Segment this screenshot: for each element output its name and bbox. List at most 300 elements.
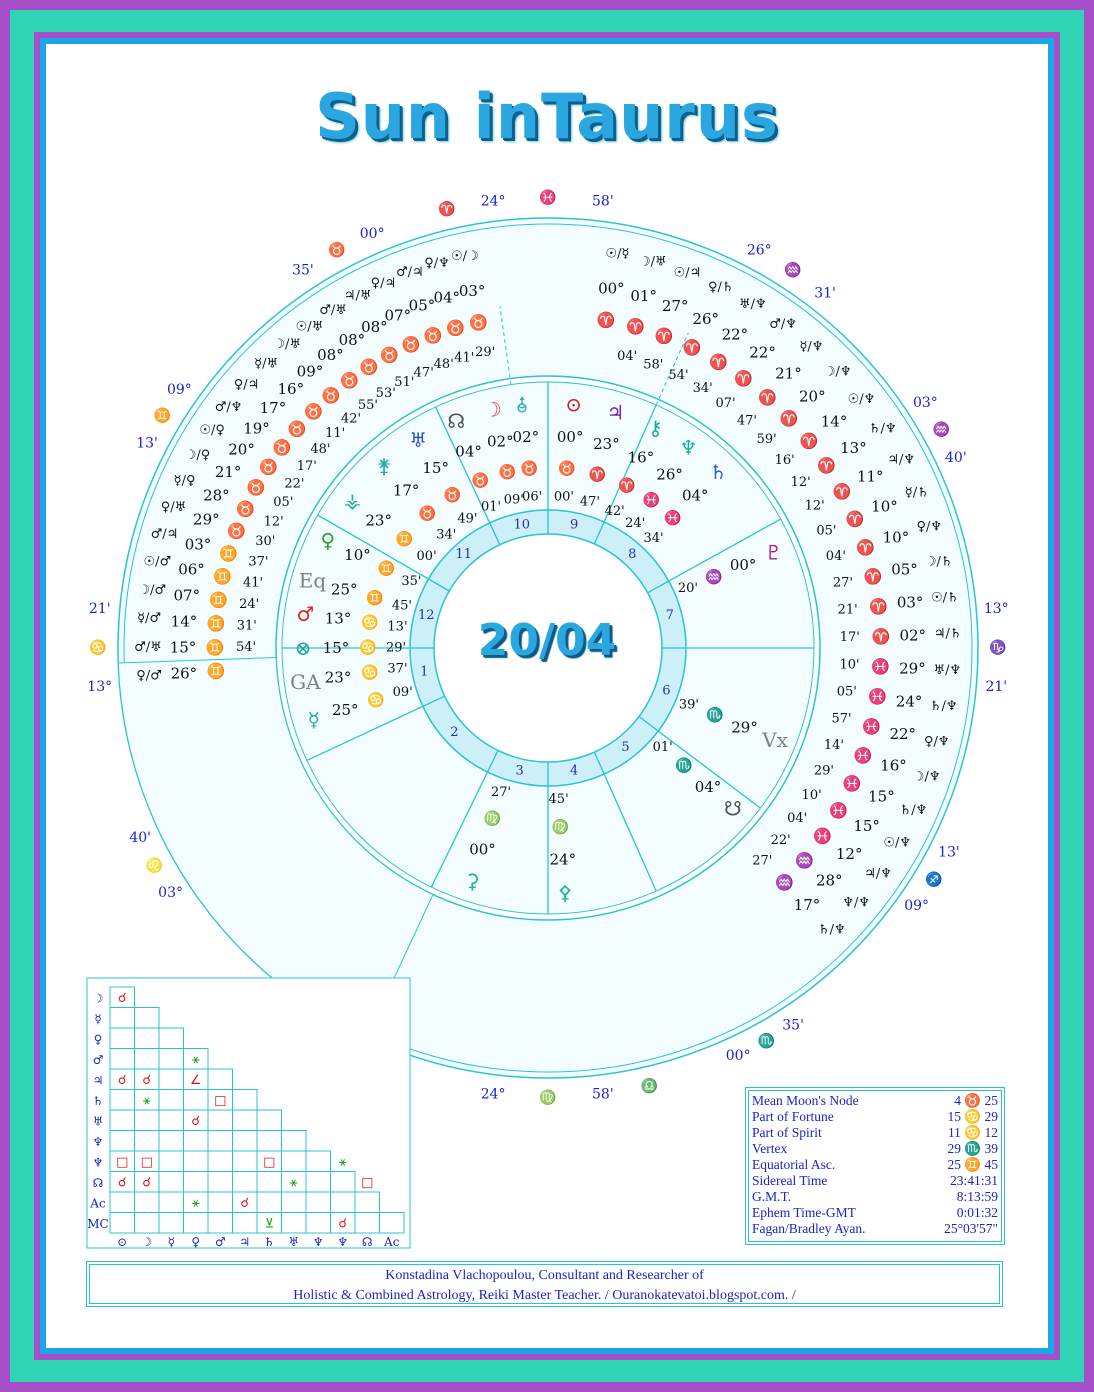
aspect-cell [159, 1069, 184, 1090]
aspect-cell [208, 1151, 233, 1172]
midpoint-sign: ♒ [795, 851, 814, 870]
footer-line-1: Konstadina Vlachopoulou, Consultant and Researcher of [385, 1268, 704, 1283]
planet-glyph: ☽ [483, 397, 502, 422]
midpoint-pair: ☽/♀ [184, 447, 211, 463]
planet-glyph: GA [290, 670, 321, 695]
midpoint-minute: 14' [823, 737, 844, 753]
midpoint-degree: 29° [193, 510, 220, 529]
aspect-cell [110, 1192, 135, 1213]
aspect-cell [135, 1110, 160, 1131]
planet-degree: 25° [330, 580, 358, 599]
planet-minute: 47' [579, 494, 600, 510]
midpoint-pair: ♅/♆ [738, 296, 767, 312]
aspect-glyph: ⚹ [289, 1175, 298, 1191]
midpoint-minute: 27' [832, 575, 854, 591]
midpoint-degree: 19° [243, 419, 270, 438]
midpoint-degree: 16° [880, 756, 907, 775]
midpoint-sign: ♈ [856, 538, 875, 557]
aspect-glyph: ☌ [117, 1175, 127, 1191]
midpoint-pair: ☽/♄ [924, 554, 953, 570]
aspect-cell [257, 1110, 282, 1131]
planet-glyph: ♅ [409, 428, 428, 453]
planet-degree: 00° [469, 840, 496, 859]
planet-degree: 23° [365, 511, 392, 530]
planet-degree: 13° [324, 609, 352, 628]
midpoint-pair: ☉/♀ [199, 423, 225, 439]
midpoint-minute: 05' [273, 495, 294, 511]
info-value: 23:41:31 [949, 1173, 998, 1188]
midpoint-pair: ☽/♂ [138, 582, 167, 598]
midpoint-pair: ♃/♅ [343, 288, 372, 304]
midpoint-degree: 08° [317, 345, 344, 364]
planet-glyph: ⊙ [565, 392, 582, 417]
planet-minute: 37' [387, 661, 408, 677]
aspect-cell [257, 1131, 282, 1152]
midpoint-minute: 05' [836, 684, 857, 700]
aspect-glyph: ⚹ [338, 1154, 347, 1170]
outer-cusp-label: 26° [746, 242, 772, 259]
planet-minute: 01' [652, 740, 673, 756]
midpoint-degree: 20° [228, 440, 255, 459]
aspect-cell [110, 1049, 135, 1070]
house-number: 1 [420, 664, 429, 680]
midpoint-minute: 47' [413, 365, 434, 381]
midpoint-pair: ☽/♅ [639, 254, 667, 270]
midpoint-minute: 41' [454, 350, 475, 366]
house-number: 11 [455, 546, 472, 562]
midpoint-sign: ♉ [236, 499, 255, 518]
midpoint-sign: ♓ [829, 801, 849, 820]
aspect-glyph: □ [263, 1154, 276, 1170]
planet-glyph: ♄ [709, 459, 728, 484]
midpoint-sign: ♉ [401, 335, 421, 354]
aspect-cell [110, 1028, 135, 1049]
aspect-row-label: Ac [90, 1196, 106, 1211]
info-label: Vertex [752, 1141, 788, 1156]
aspect-glyph: ⚹ [142, 1093, 151, 1109]
house-number: 8 [628, 546, 637, 562]
aspect-cell [110, 1110, 135, 1131]
aspect-glyph: ☌ [117, 990, 127, 1006]
planet-glyph: ♂ [296, 601, 315, 626]
aspect-col-label: ☽ [141, 1235, 153, 1249]
planet-sign: ♋ [359, 640, 377, 656]
midpoint-degree: 11° [856, 467, 884, 486]
midpoint-pair: ♄/♆ [868, 421, 897, 437]
aspect-glyph: ∠ [189, 1072, 202, 1088]
midpoint-degree: 03° [458, 281, 486, 300]
planet-sign: ♋ [361, 614, 379, 631]
midpoint-degree: 07° [384, 306, 412, 325]
info-row [752, 1221, 998, 1237]
midpoint-sign: ♈ [832, 482, 852, 501]
aspect-row-label: ☿ [94, 1011, 102, 1026]
planet-degree: 10° [344, 546, 371, 565]
midpoint-minute: 12' [263, 514, 284, 530]
midpoint-minute: 54' [235, 639, 257, 655]
planet-degree: 04° [455, 442, 482, 461]
outer-cusp-label: ♑ [989, 640, 1007, 656]
info-label: Mean Moon's Node [752, 1093, 859, 1108]
midpoint-degree: 28° [815, 871, 843, 890]
midpoint-sign: ♓ [842, 774, 862, 793]
footer-line-2: Holistic & Combined Astrology, Reiki Master Teacher. / Ouranokatevatoi.blogspot.com. / [293, 1288, 796, 1303]
midpoint-pair: ♄/♆ [929, 698, 958, 714]
midpoint-minute: 17' [296, 458, 317, 474]
planet-minute: 27' [490, 785, 512, 801]
midpoint-pair: ♀/♆ [916, 519, 943, 535]
midpoint-sign: ♈ [709, 352, 728, 371]
midpoint-degree: 15° [853, 817, 880, 836]
aspect-cell [184, 1131, 209, 1152]
planet-minute: 42' [604, 503, 625, 519]
midpoint-minute: 24' [239, 596, 260, 612]
midpoint-sign: ♉ [359, 358, 379, 377]
aspect-cell [306, 1213, 331, 1234]
planet-sign: ♉ [471, 473, 490, 490]
info-label: Fagan/Bradley Ayan. [752, 1221, 866, 1236]
aspect-cell [233, 1090, 258, 1111]
midpoint-minute: 22' [770, 833, 791, 849]
midpoint-pair: ☉/♅ [295, 319, 324, 335]
midpoint-degree: 00° [598, 279, 625, 298]
midpoint-sign: ♉ [259, 458, 278, 477]
outer-cusp-label: 58' [592, 193, 614, 210]
midpoint-pair: ☽/♆ [823, 364, 852, 380]
aspect-cell [306, 1172, 331, 1193]
midpoint-minute: 29' [475, 345, 496, 361]
house-number: 5 [621, 739, 630, 755]
planet-minute: 45' [548, 792, 569, 808]
aspect-row-label: MC [87, 1216, 109, 1231]
house-number: 10 [513, 517, 531, 533]
aspect-glyph: ☌ [142, 1072, 152, 1088]
midpoint-pair: ♂/♅ [319, 303, 347, 319]
planet-minute: 34' [643, 531, 664, 547]
planet-degree: 02° [487, 432, 514, 451]
aspect-cell [306, 1192, 331, 1213]
house-number: 12 [418, 607, 435, 623]
planet-degree: 04° [694, 778, 722, 797]
planet-sign: ♓ [664, 510, 682, 527]
aspect-col-label: ♆ [337, 1235, 349, 1249]
midpoint-degree: 20° [799, 387, 826, 406]
aspect-col-label: ♂ [214, 1235, 226, 1249]
midpoint-sign: ♓ [853, 746, 873, 765]
planet-glyph: ⯗ [516, 392, 529, 417]
planet-minute: 00' [553, 489, 574, 505]
planet-degree: 00° [729, 556, 757, 575]
planet-minute: 49' [457, 511, 478, 527]
midpoint-minute: 31' [236, 618, 257, 634]
planet-glyph: ♀ [320, 528, 336, 553]
midpoint-degree: 24° [895, 692, 923, 711]
outer-cusp-label: ♊ [153, 408, 171, 425]
midpoint-pair: ☿/♅ [254, 356, 279, 372]
planet-minute: 35' [401, 573, 422, 589]
midpoint-pair: ♂/♆ [214, 399, 243, 415]
aspect-cell [159, 1151, 184, 1172]
aspect-col-label: ♃ [239, 1235, 251, 1249]
aspect-cell [159, 1090, 184, 1111]
planet-minute: 45' [391, 598, 412, 614]
outer-cusp-label: ♉ [328, 242, 346, 259]
aspect-glyph: ⚹ [191, 1195, 200, 1211]
midpoint-minute: 30' [255, 534, 276, 550]
midpoint-sign: ♈ [625, 317, 645, 336]
house-number: 7 [665, 607, 674, 623]
planet-minute: 24' [625, 515, 646, 531]
midpoint-degree: 21° [214, 463, 242, 482]
midpoint-sign: ♈ [869, 597, 888, 616]
info-value: 29 ♏ 39 [947, 1141, 998, 1156]
aspect-cell [233, 1151, 258, 1172]
aspect-cell [331, 1172, 356, 1193]
aspect-cell [233, 1110, 258, 1131]
midpoint-sign: ♉ [226, 521, 246, 540]
planet-minute: 39' [678, 697, 699, 713]
midpoint-sign: ♉ [272, 438, 292, 457]
midpoint-sign: ♊ [213, 567, 233, 586]
aspect-cell [208, 1192, 233, 1213]
house-number: 9 [570, 517, 579, 533]
aspect-cell [208, 1069, 233, 1090]
midpoint-sign: ♊ [206, 614, 226, 633]
planet-degree: 23° [593, 435, 620, 454]
midpoint-minute: 10' [839, 657, 860, 673]
midpoint-degree: 27° [661, 296, 689, 315]
midpoint-pair: ☉/♃ [673, 265, 702, 281]
midpoint-degree: 08° [361, 317, 388, 336]
aspect-row-label: ♃ [92, 1073, 104, 1088]
planet-degree: 15° [422, 459, 449, 478]
midpoint-pair: ☉/☽ [450, 249, 479, 265]
aspect-cell [135, 1213, 160, 1234]
planet-minute: 00' [416, 549, 437, 565]
aspect-cell [135, 1131, 160, 1152]
midpoint-minute: 07' [715, 396, 736, 412]
info-row [752, 1125, 998, 1141]
midpoint-pair: ☉/♄ [930, 590, 959, 606]
midpoint-degree: 15° [868, 787, 895, 806]
aspect-row-label: ♄ [92, 1093, 104, 1108]
midpoint-sign: ♈ [845, 509, 865, 528]
planet-sign: ♍ [483, 811, 502, 828]
planet-degree: 17° [392, 481, 420, 500]
midpoint-pair: ♀/♂ [136, 668, 162, 684]
midpoint-minute: 41' [242, 575, 264, 591]
midpoint-degree: 01° [630, 286, 657, 305]
planet-sign: ♋ [361, 665, 379, 682]
midpoint-degree: 28° [203, 486, 230, 505]
aspect-glyph: ⊻ [264, 1216, 275, 1232]
aspect-col-label: ♄ [263, 1235, 275, 1249]
outer-cusp-label: 24° [480, 193, 506, 210]
midpoint-minute: 54' [668, 368, 689, 384]
house-number: 6 [662, 683, 671, 699]
aspect-cell [159, 1192, 184, 1213]
midpoint-degree: 26° [692, 309, 720, 328]
midpoint-pair: ♀/♆ [924, 734, 950, 750]
outer-cusp-label: 03° [158, 885, 184, 902]
planet-sign: ♊ [377, 561, 395, 578]
planet-minute: 20' [677, 581, 698, 597]
planet-glyph: ♃ [606, 400, 625, 425]
midpoint-degree: 12° [835, 845, 863, 864]
midpoint-sign: ♉ [246, 478, 266, 497]
midpoint-degree: 06° [178, 560, 205, 579]
outer-cusp-label: ♍ [539, 1090, 557, 1106]
info-label: Equatorial Asc. [752, 1157, 836, 1172]
midpoint-degree: 22° [889, 724, 917, 743]
midpoint-degree: 05° [891, 560, 918, 579]
midpoint-sign: ♉ [469, 313, 489, 332]
aspect-glyph: ☌ [191, 1113, 201, 1129]
planet-sign: ♏ [706, 707, 724, 724]
midpoint-minute: 04' [787, 811, 808, 827]
info-value: 4 ♉ 25 [954, 1093, 998, 1108]
info-box [745, 1087, 1005, 1245]
aspect-cell [208, 1172, 233, 1193]
midpoint-degree: 05° [408, 296, 436, 315]
info-row [752, 1093, 998, 1109]
midpoint-pair: ☉/☿ [605, 246, 630, 262]
aspect-cell [355, 1192, 380, 1213]
aspect-cell [135, 1192, 160, 1213]
midpoint-sign: ♉ [446, 319, 465, 338]
outer-cusp-label: 09° [166, 381, 192, 398]
midpoint-degree: 22° [721, 325, 749, 344]
center-date: 20/04 [477, 615, 617, 666]
aspect-cell [159, 1049, 184, 1070]
midpoint-sign: ♈ [863, 567, 883, 586]
aspect-col-label: Ac [384, 1235, 400, 1249]
planet-glyph: ☋ [724, 796, 742, 821]
outer-cusp-label: ♒ [784, 262, 802, 279]
midpoint-sign: ♓ [813, 827, 833, 846]
outer-cusp-label: 35' [292, 262, 314, 279]
aspect-row-label: ☊ [92, 1175, 104, 1190]
planet-glyph: ⚵ [376, 453, 392, 478]
aspect-cell [233, 1131, 258, 1152]
outer-cusp-label: 00° [359, 225, 385, 242]
aspect-cell [110, 1090, 135, 1111]
planet-glyph: ⚷ [648, 415, 663, 440]
midpoint-minute: 12' [804, 498, 825, 514]
midpoint-pair: ☿/♄ [904, 485, 929, 501]
info-label: Sidereal Time [752, 1173, 828, 1188]
aspect-cell [306, 1151, 331, 1172]
midpoint-minute: 17' [839, 629, 860, 645]
outer-cusp-label: 40' [945, 449, 967, 466]
midpoint-sign: ♈ [779, 409, 799, 428]
midpoint-minute: 59' [756, 432, 777, 448]
info-row [752, 1109, 998, 1125]
planet-minute: 09' [503, 492, 524, 508]
midpoint-degree: 22° [749, 343, 776, 362]
house-number: 3 [515, 763, 524, 779]
page-title: Sun inTaurus [315, 80, 779, 153]
midpoint-degree: 15° [169, 638, 197, 657]
planet-minute: 01' [480, 499, 502, 515]
outer-cusp-label: 58' [592, 1086, 614, 1103]
midpoint-sign: ♉ [287, 420, 307, 439]
planet-degree: 15° [322, 639, 350, 657]
midpoint-sign: ♒ [774, 873, 794, 892]
midpoint-pair: ♀/♃ [370, 275, 397, 291]
midpoint-pair: ☿/♆ [799, 339, 824, 355]
planet-degree: 24° [549, 850, 577, 869]
midpoint-degree: 03° [184, 535, 212, 554]
outer-cusp-label: ♎ [640, 1078, 658, 1095]
midpoint-minute: 29' [813, 763, 834, 779]
midpoint-minute: 53' [375, 385, 396, 401]
midpoint-minute: 58' [643, 357, 664, 373]
midpoint-sign: ♊ [209, 590, 228, 609]
info-label: Ephem Time-GMT [752, 1205, 856, 1220]
midpoint-degree: 10° [871, 497, 898, 516]
midpoint-pair: ♂/♅ [134, 639, 162, 655]
outer-cusp-label: 13° [87, 679, 113, 696]
midpoint-minute: 57' [831, 711, 852, 727]
info-value: 25 ♊ 45 [947, 1157, 998, 1172]
outer-cusp-label: 24° [480, 1086, 506, 1103]
midpoint-minute: 21' [837, 602, 858, 618]
planet-degree: 16° [627, 448, 655, 467]
midpoint-sign: ♈ [799, 432, 819, 451]
midpoint-minute: 04' [617, 349, 638, 365]
info-table [752, 1093, 998, 1237]
midpoint-degree: 14° [170, 612, 198, 631]
info-value: 11 ♋ 12 [947, 1125, 998, 1140]
aspect-cell [208, 1213, 233, 1234]
midpoint-sign: ♈ [734, 369, 754, 388]
outer-cusp-label: 13' [136, 435, 158, 452]
aspect-cell [282, 1213, 307, 1234]
midpoint-minute: 10' [801, 787, 822, 803]
outer-cusp-label: ♓ [539, 190, 557, 206]
outer-cusp-label: 13° [983, 600, 1009, 617]
midpoint-sign: ♓ [871, 657, 890, 676]
house-number: 4 [570, 763, 579, 779]
midpoint-pair: ☉/♆ [847, 392, 876, 408]
aspect-glyph: ☌ [240, 1195, 250, 1211]
planet-sign: ♈ [618, 478, 636, 495]
outer-cusp-label: ♋ [89, 640, 107, 656]
aspect-col-label: ⊙ [117, 1235, 128, 1249]
planet-glyph: Vx [762, 727, 789, 752]
midpoint-pair: ♅/♆ [933, 662, 962, 678]
info-label: Part of Fortune [752, 1109, 834, 1124]
planet-minute: 13' [387, 619, 408, 635]
aspect-row-label: ♂ [92, 1052, 104, 1067]
midpoint-sign: ♉ [340, 371, 359, 390]
aspect-cell [110, 1008, 135, 1029]
midpoint-pair: ♄/♆ [817, 922, 846, 938]
aspect-row-label: ♅ [92, 1114, 104, 1129]
midpoint-pair: ♀/♃ [233, 377, 260, 393]
info-label: Part of Spirit [752, 1125, 822, 1140]
midpoint-degree: 09° [296, 362, 324, 381]
aspect-cell [184, 1090, 209, 1111]
midpoint-degree: 04° [433, 288, 461, 307]
midpoint-pair: ☉/♆ [883, 835, 912, 851]
outer-cusp-label: 13' [938, 844, 960, 861]
midpoint-degree: 13° [840, 439, 867, 458]
aspect-glyph: □ [214, 1093, 227, 1109]
midpoint-minute: 05' [816, 523, 837, 539]
aspect-glyph: ☌ [142, 1175, 152, 1191]
